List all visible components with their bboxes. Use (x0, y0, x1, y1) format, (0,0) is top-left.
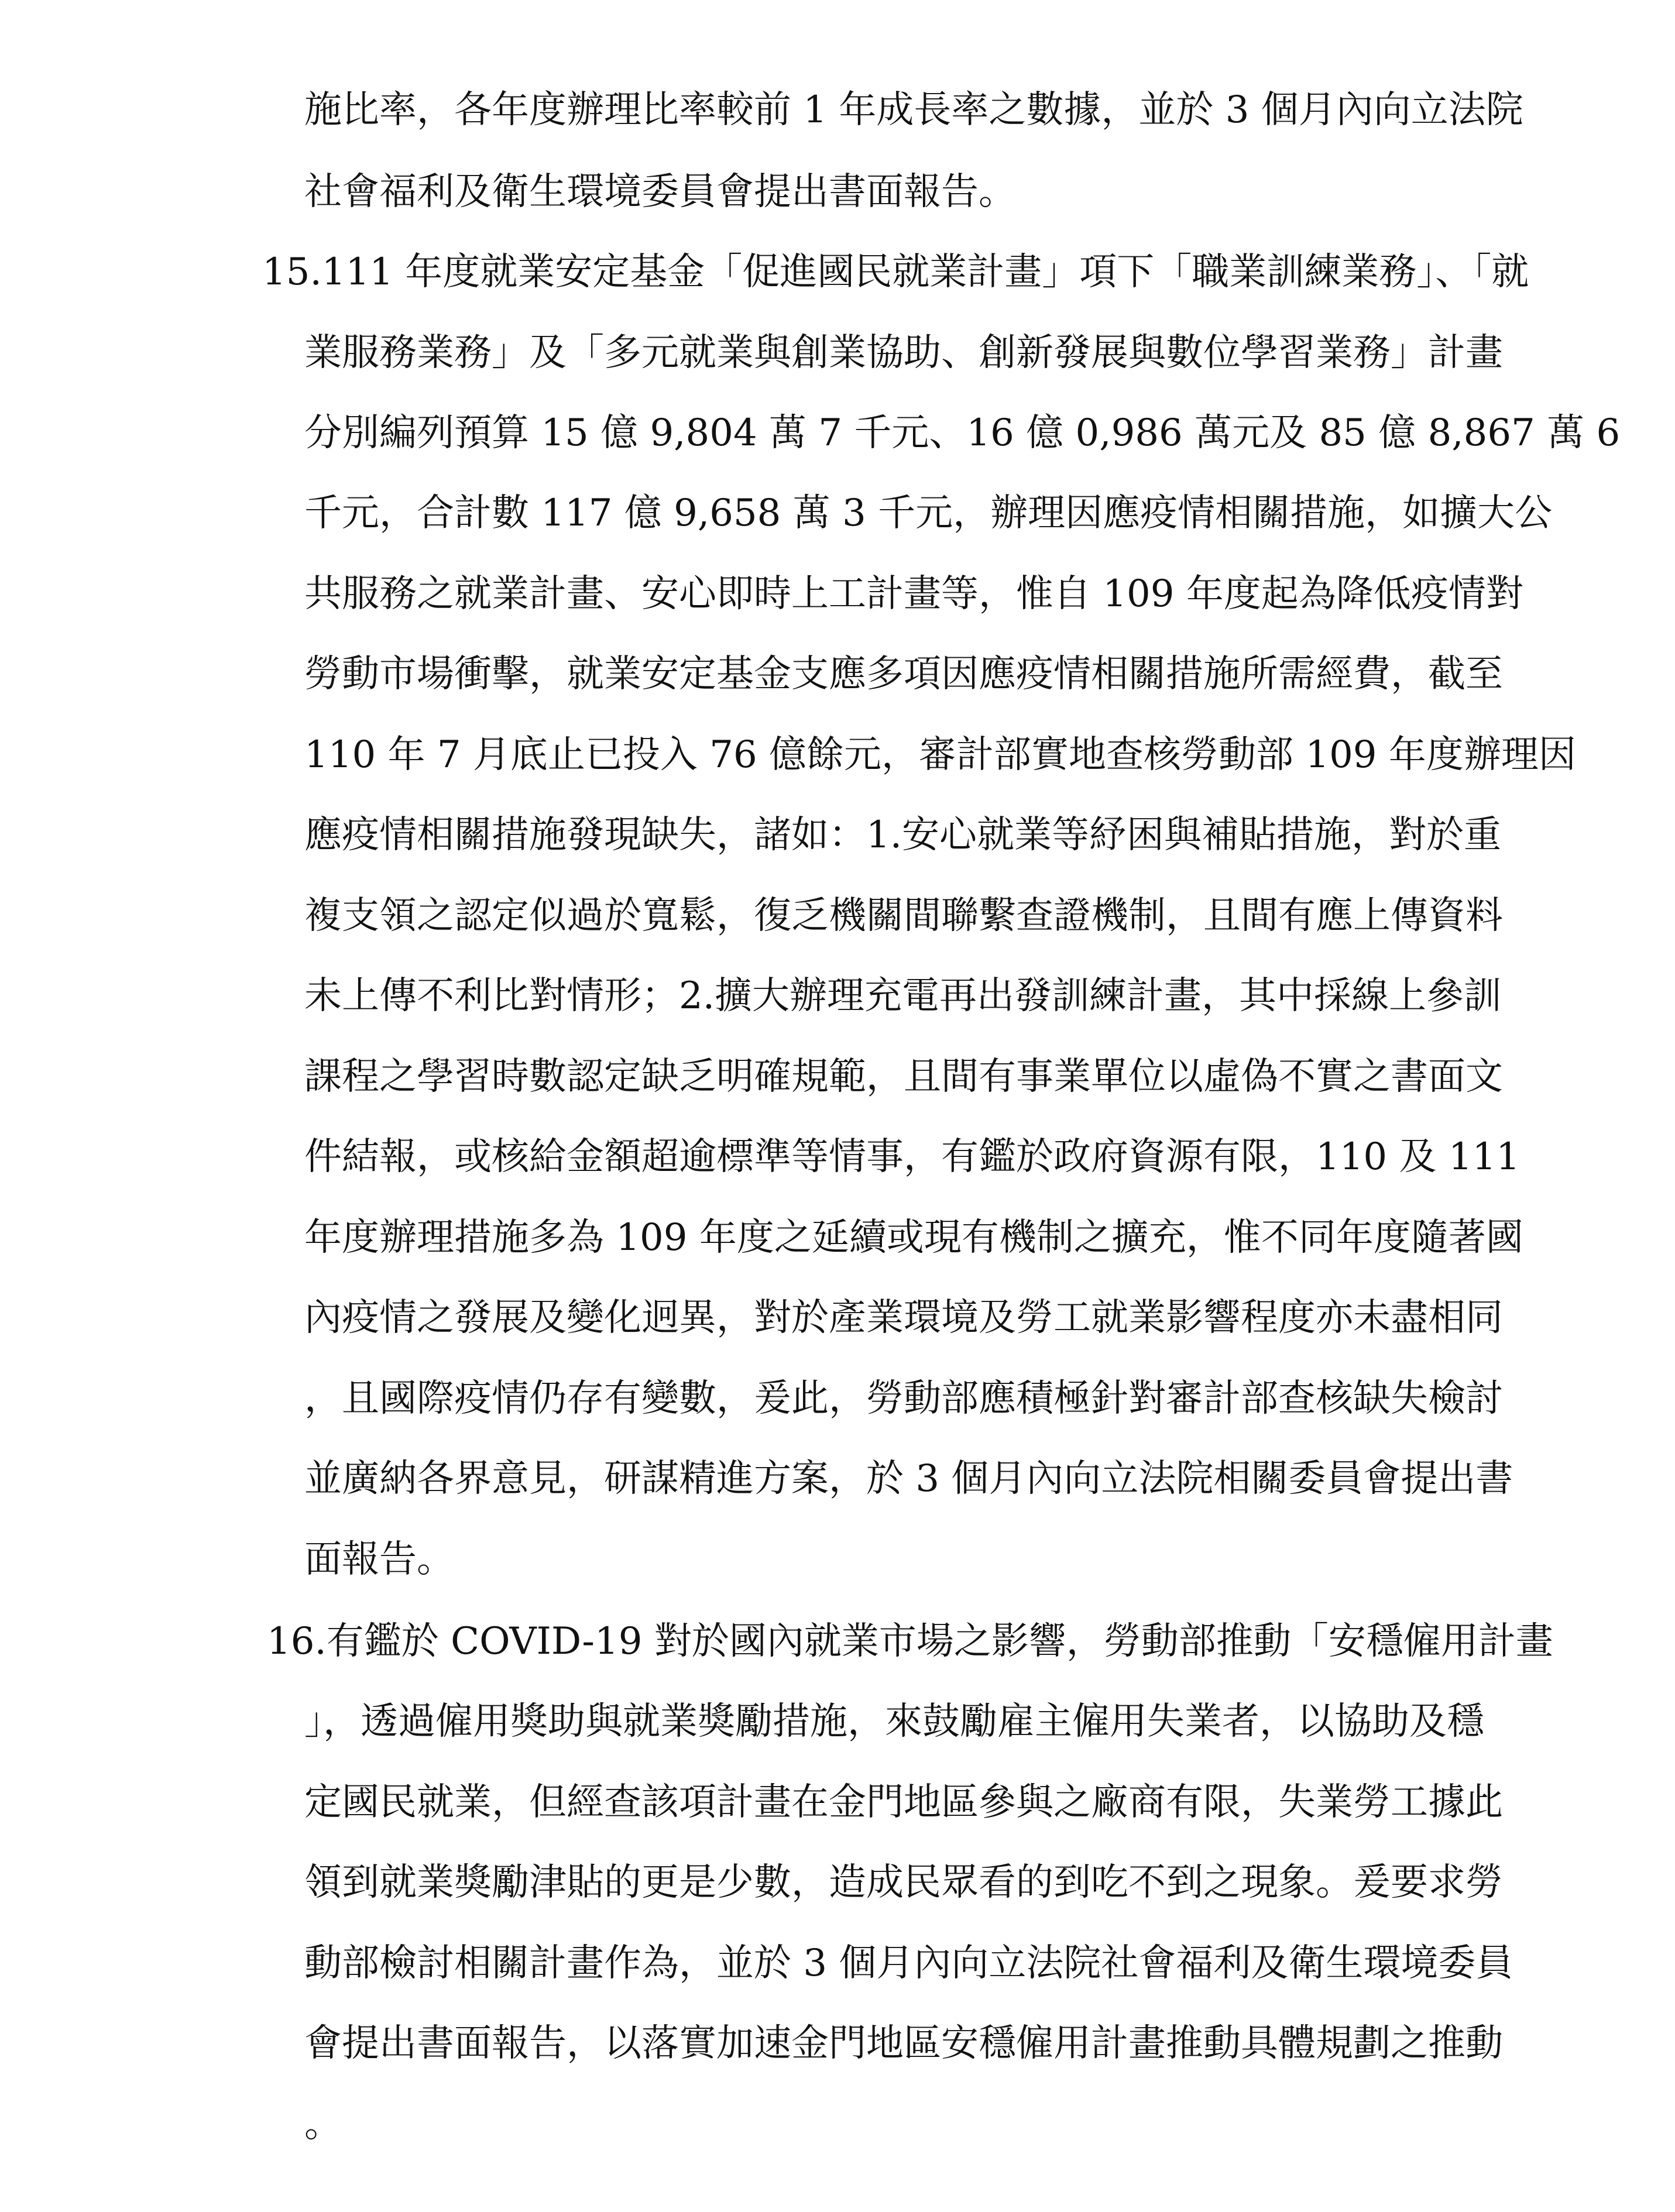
text-line: 年度辦理措施多為 109 年度之延續或現有機制之擴充，惟不同年度隨著國 (304, 1216, 1523, 1259)
text-line: 領到就業獎勵津貼的更是少數，造成民眾看的到吃不到之現象。爰要求勞 (304, 1861, 1503, 1904)
text-line: 」，透過僱用獎助與就業獎勵措施，來鼓勵雇主僱用失業者，以協助及穩 (304, 1700, 1484, 1743)
text-line: 分別編列預算 15 億 9,804 萬 7 千元、16 億 0,986 萬元及 85 億 8,867 萬 6 (304, 411, 1621, 455)
text-line: 業服務業務」及「多元就業與創業協助、創新發展與數位學習業務」計畫 (304, 331, 1503, 375)
text-line: 勞動市場衝擊，就業安定基金支應多項因應疫情相關措施所需經費，截至 (304, 652, 1503, 696)
text-line: 並廣納各界意見，研謀精進方案，於 3 個月內向立法院相關委員會提出書 (304, 1457, 1513, 1500)
text-line: 千元，合計數 117 億 9,658 萬 3 千元，辦理因應疫情相關措施，如擴大公 (304, 492, 1553, 535)
text-line: 社會福利及衛生環境委員會提出書面報告。 (304, 170, 1016, 214)
text-line: 定國民就業，但經查該項計畫在金門地區參與之廠商有限，失業勞工據此 (304, 1781, 1503, 1824)
item-16-first-line: 16.有鑑於 COVID-19 對於國內就業市場之影響，勞動部推動「安穩僱用計畫 (267, 1620, 1553, 1663)
text-line: 課程之學習時數認定缺乏明確規範，且間有事業單位以虛偽不實之書面文 (304, 1055, 1503, 1098)
text-line: 件結報，或核給金額超逾標準等情事，有鑑於政府資源有限，110 及 111 (304, 1135, 1520, 1179)
text-line: 動部檢討相關計畫作為，並於 3 個月內向立法院社會福利及衛生環境委員 (304, 1942, 1513, 1985)
text-line: 內疫情之發展及變化迥異，對於產業環境及勞工就業影響程度亦未盡相同 (304, 1296, 1503, 1339)
text-line: 會提出書面報告，以落實加速金門地區安穩僱用計畫推動具體規劃之推動 (304, 2022, 1503, 2065)
text-line: 110 年 7 月底止已投入 76 億餘元，審計部實地查核勞動部 109 年度辦理因 (304, 733, 1576, 777)
text-line: ，且國際疫情仍存有變數，爰此，勞動部應積極針對審計部查核缺失檢討 (304, 1377, 1503, 1420)
text-line: 。 (304, 2103, 342, 2146)
text-line: 共服務之就業計畫、安心即時上工計畫等，惟自 109 年度起為降低疫情對 (304, 572, 1523, 616)
item-15-first-line: 15.111 年度就業安定基金「促進國民就業計畫」項下「職業訓練業務」、「就 (262, 250, 1529, 294)
text-line: 複支領之認定似過於寬鬆，復乏機關間聯繫查證機制，且間有應上傳資料 (304, 894, 1503, 937)
text-line: 未上傳不利比對情形；2.擴大辦理充電再出發訓練計畫，其中採線上參訓 (304, 974, 1502, 1018)
text-line: 施比率，各年度辦理比率較前 1 年成長率之數據，並於 3 個月內向立法院 (304, 88, 1523, 132)
text-line: 面報告。 (304, 1538, 454, 1581)
text-line: 應疫情相關措施發現缺失，諸如：1.安心就業等紓困與補貼措施，對於重 (304, 813, 1502, 857)
